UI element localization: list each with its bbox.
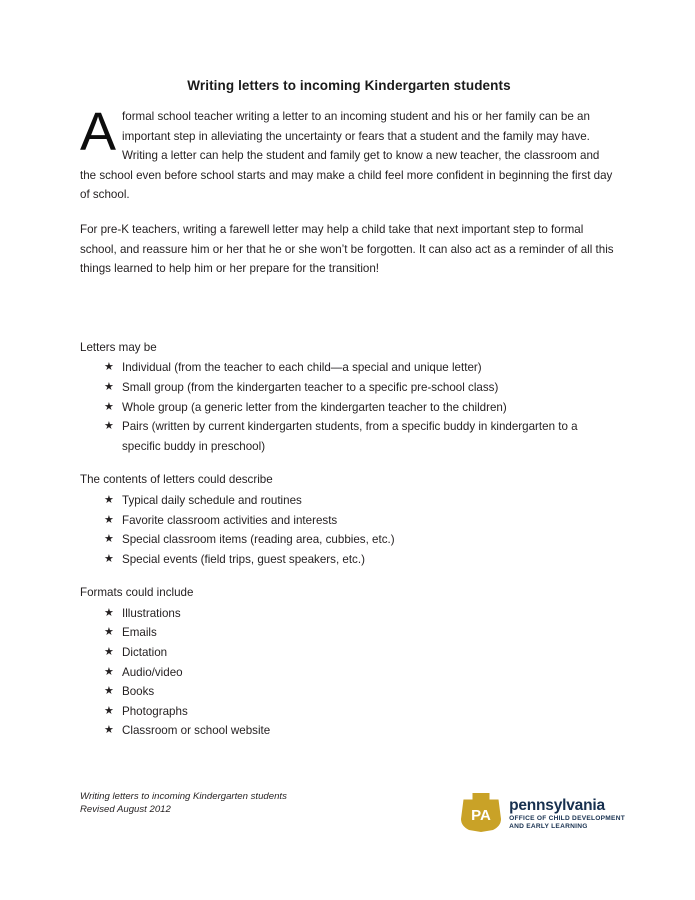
section-contents-of-letters <box>80 470 618 569</box>
list-item <box>80 378 618 398</box>
footer-line-1: Writing letters to incoming Kindergarten students <box>80 791 287 802</box>
list-item <box>80 417 618 456</box>
list-item <box>80 663 618 683</box>
pennsylvania-logo <box>460 792 625 832</box>
logo-tagline <box>509 815 625 831</box>
list-item-label: Books <box>122 685 155 699</box>
list-item-label: Special events (field trips, guest speakers, etc.) <box>122 552 365 566</box>
star-bullet-icon: ★ <box>104 665 114 678</box>
intro-paragraph-text: formal school teacher writing a letter to an incoming student and his or her family can be an important step in alleviating the uncertainty or fears that a student and the family may have. Writing a letter can help the student and family get to know a new teacher, the classroom and the school even before school starts and may make a child feel more confident in beginning the first day of school. <box>80 110 613 202</box>
list-item <box>80 682 618 702</box>
footer-text <box>80 790 287 816</box>
list-item-label: Audio/video <box>122 665 183 679</box>
list-item <box>80 643 618 663</box>
section-heading: Formats could include <box>80 586 194 600</box>
star-bullet-icon: ★ <box>104 493 114 506</box>
list-item-label: Dictation <box>122 646 168 660</box>
section-heading: The contents of letters could describe <box>80 473 273 487</box>
list-item-label: Pairs (written by current kindergarten students, from a specific buddy in kindergarten to a specific buddy in preschool) <box>122 420 578 453</box>
logo-tagline-line-2: AND EARLY LEARNING <box>509 823 588 831</box>
star-bullet-icon: ★ <box>104 552 114 565</box>
section-heading: Letters may be <box>80 340 157 354</box>
logo-name: pennsylvania <box>509 797 605 814</box>
footer-line-2: Revised August 2012 <box>80 804 171 815</box>
second-paragraph: For pre-K teachers, writing a farewell letter may help a child take that next important step to formal school, and reassure him or her that he or she won’t be forgotten. It can also act as a reminder of all this things learned to help him or her prepare for the transition! <box>80 222 614 276</box>
section-formats <box>80 583 618 741</box>
list-item-label: Emails <box>122 626 157 640</box>
list-item <box>80 623 618 643</box>
star-list <box>80 491 618 569</box>
star-bullet-icon: ★ <box>104 685 114 698</box>
drop-cap-letter: A <box>80 102 117 162</box>
list-item-label: Individual (from the teacher to each child—a special and unique letter) <box>122 361 482 375</box>
star-bullet-icon: ★ <box>104 626 114 639</box>
list-item-label: Special classroom items (reading area, cubbies, etc.) <box>122 533 395 547</box>
star-bullet-icon: ★ <box>104 513 114 526</box>
list-item-label: Illustrations <box>122 606 181 620</box>
list-item <box>80 358 618 378</box>
list-item <box>80 550 618 570</box>
logo-tagline-line-1: OFFICE OF CHILD DEVELOPMENT <box>509 815 625 822</box>
list-item <box>80 398 618 418</box>
keystone-icon <box>460 793 502 832</box>
list-item-label: Small group (from the kindergarten teacher to a specific pre-school class) <box>122 380 499 394</box>
list-item <box>80 491 618 511</box>
star-bullet-icon: ★ <box>104 400 114 413</box>
section-spacer <box>80 294 618 338</box>
list-item <box>80 721 618 741</box>
star-list <box>80 604 618 741</box>
list-item <box>80 702 618 722</box>
list-item-label: Whole group (a generic letter from the kindergarten teacher to the children) <box>122 400 507 414</box>
star-bullet-icon: ★ <box>104 420 114 433</box>
star-bullet-icon: ★ <box>104 533 114 546</box>
list-item <box>80 511 618 531</box>
star-bullet-icon: ★ <box>104 606 114 619</box>
star-bullet-icon: ★ <box>104 704 114 717</box>
list-item <box>80 530 618 550</box>
list-item-label: Classroom or school website <box>122 724 271 738</box>
list-item <box>80 604 618 624</box>
star-bullet-icon: ★ <box>104 380 114 393</box>
intro-paragraph <box>80 102 618 205</box>
document-body <box>80 78 618 755</box>
star-bullet-icon: ★ <box>104 724 114 737</box>
star-bullet-icon: ★ <box>104 646 114 659</box>
page-footer <box>80 790 625 842</box>
section-letters-may-be <box>80 338 618 457</box>
svg-text:PA: PA <box>471 807 491 824</box>
list-item-label: Typical daily schedule and routines <box>122 493 302 507</box>
star-list <box>80 358 618 456</box>
star-bullet-icon: ★ <box>104 361 114 374</box>
logo-wordmark <box>509 792 625 831</box>
list-item-label: Photographs <box>122 704 188 718</box>
page-title: Writing letters to incoming Kindergarten students <box>187 78 511 93</box>
list-item-label: Favorite classroom activities and interests <box>122 513 338 527</box>
